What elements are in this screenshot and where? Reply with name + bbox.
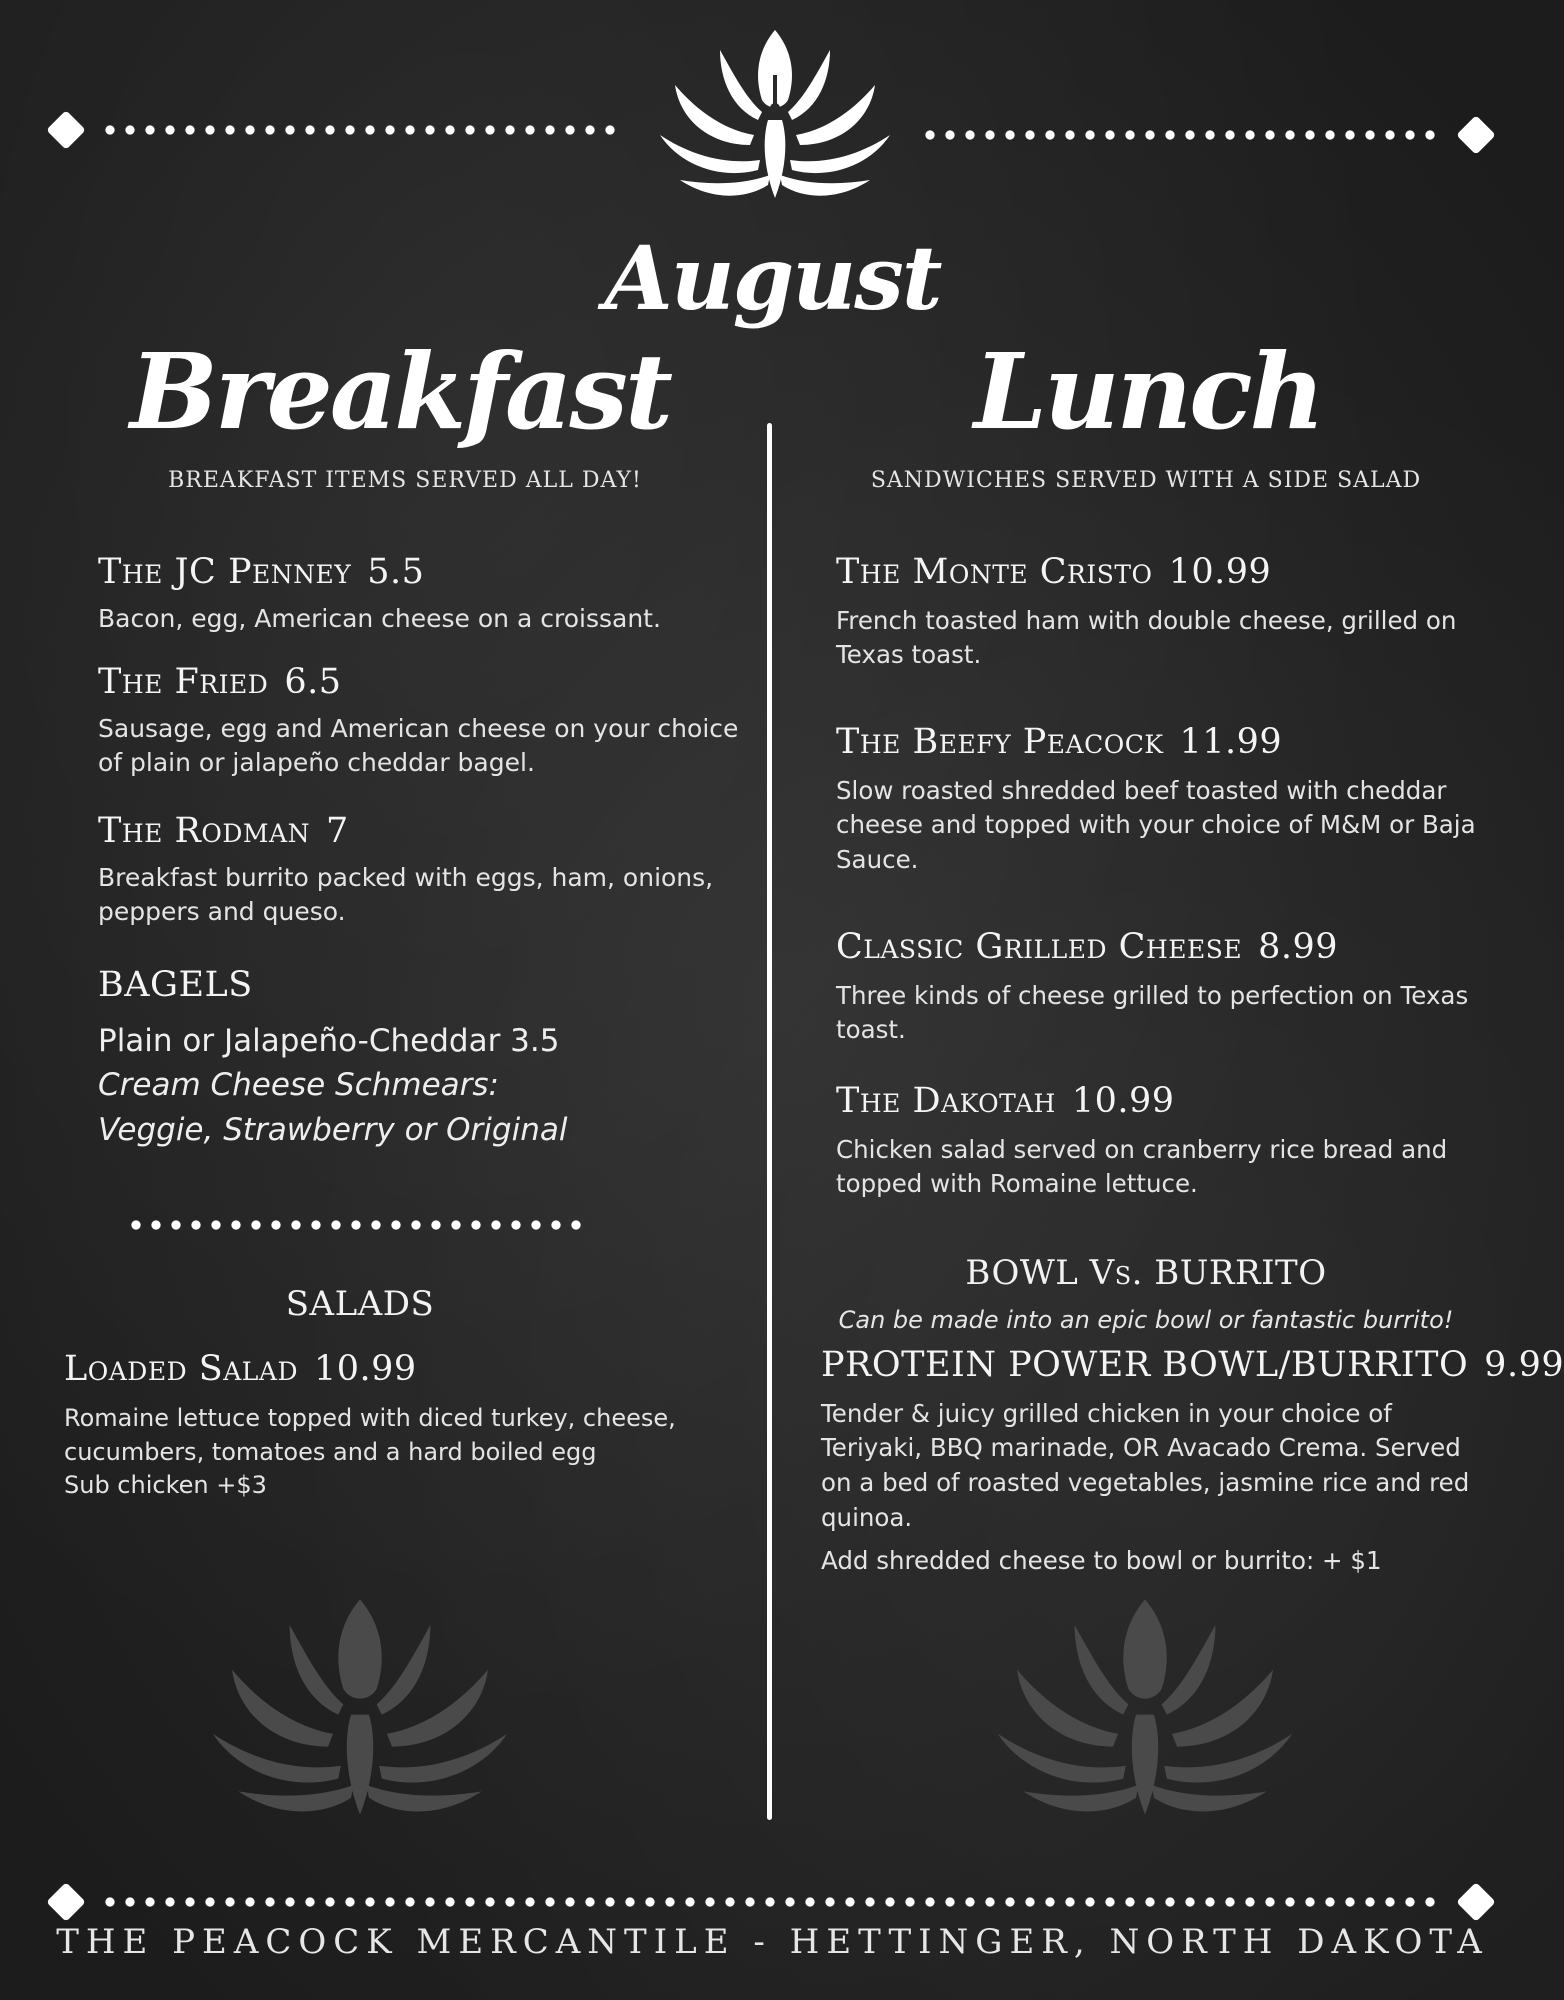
- bagels-line: Plain or Jalapeño-Cheddar 3.5: [98, 1022, 560, 1059]
- peacock-watermark-icon: [985, 1585, 1305, 1825]
- item-price: 6.5: [284, 662, 342, 702]
- menu-item: [98, 812, 758, 930]
- item-name: PROTEIN POWER BOWL/BURRITO: [821, 1345, 1469, 1385]
- item-description: Tender & juicy grilled chicken in your choice of Teriyaki, BBQ marinade, OR Avacado Crema. Served on a bed of roasted vegetables, jasmine rice and red quinoa.: [821, 1398, 1470, 1532]
- footer-business-name: THE PEACOCK MERCANTILE - HETTINGER, NORTH DAKOTA: [56, 1922, 1489, 1962]
- breakfast-title: Breakfast: [129, 330, 671, 453]
- item-name: Classic Grilled Cheese: [836, 927, 1243, 967]
- diamond-ornament-icon: [1456, 115, 1496, 155]
- item-description: Three kinds of cheese grilled to perfection on Texas toast.: [836, 980, 1469, 1045]
- dotted-line-ornament: [100, 125, 620, 135]
- item-name: The Dakotah: [836, 1081, 1056, 1121]
- item-name: The Fried: [98, 662, 269, 702]
- item-description: Breakfast burrito packed with eggs, ham, onions, peppers and queso.: [98, 862, 714, 926]
- item-price: 9.99: [1484, 1345, 1564, 1385]
- dotted-line-ornament: [126, 1220, 586, 1230]
- bagels-heading: BAGELS: [98, 965, 253, 1005]
- item-name: The Monte Cristo: [836, 552, 1153, 592]
- item-price: 10.99: [1071, 1081, 1175, 1121]
- item-extra: Sub chicken +$3: [64, 1470, 267, 1499]
- diamond-ornament-icon: [1456, 1882, 1496, 1922]
- item-name: The Rodman: [98, 811, 310, 851]
- lunch-subtitle: SANDWICHES SERVED WITH A SIDE SALAD: [870, 468, 1422, 493]
- item-price: 8.99: [1258, 927, 1339, 967]
- item-description: French toasted ham with double cheese, grilled on Texas toast.: [836, 605, 1457, 670]
- breakfast-subtitle: BREAKFAST ITEMS SERVED ALL DAY!: [168, 468, 642, 493]
- dotted-line-ornament: [920, 130, 1440, 140]
- item-extra: Add shredded cheese to bowl or burrito: + $1: [821, 1545, 1382, 1575]
- peacock-watermark-icon: [200, 1585, 520, 1825]
- menu-item: [836, 553, 1496, 673]
- item-description: Bacon, egg, American cheese on a croissant.: [98, 603, 661, 633]
- item-description: Romaine lettuce topped with diced turkey, cheese, cucumbers, tomatoes and a hard boiled egg: [64, 1403, 676, 1466]
- menu-item: [836, 1082, 1496, 1202]
- diamond-ornament-icon: [46, 1882, 86, 1922]
- lunch-title: Lunch: [973, 330, 1323, 453]
- item-price: 7: [325, 811, 349, 851]
- bowl-note: Can be made into an epic bowl or fantastic burrito!: [838, 1306, 1454, 1334]
- dotted-line-ornament: [100, 1897, 1445, 1907]
- item-price: 10.99: [314, 1349, 417, 1389]
- peacock-logo-icon: [650, 20, 900, 205]
- item-price: 5.5: [367, 552, 425, 592]
- item-name: The Beefy Peacock: [836, 722, 1164, 762]
- menu-item: [821, 1345, 1564, 1578]
- menu-item: [64, 1350, 724, 1502]
- menu-item: [836, 928, 1496, 1048]
- bagels-section: [98, 966, 758, 1153]
- bagels-line: Veggie, Strawberry or Original: [98, 1112, 568, 1149]
- column-divider: [767, 423, 772, 1820]
- menu-item: [836, 723, 1496, 878]
- item-name: The JC Penney: [98, 552, 352, 592]
- item-price: 10.99: [1168, 552, 1272, 592]
- bowl-heading: BOWL Vs. BURRITO: [965, 1253, 1327, 1293]
- item-description: Slow roasted shredded beef toasted with cheddar cheese and topped with your choice of M&M or Baja Sauce.: [836, 775, 1476, 875]
- item-price: 11.99: [1179, 722, 1283, 762]
- item-description: Chicken salad served on cranberry rice bread and topped with Romaine lettuce.: [836, 1134, 1448, 1199]
- bagels-line: Cream Cheese Schmears:: [98, 1067, 500, 1104]
- diamond-ornament-icon: [46, 110, 86, 150]
- menu-item: [98, 553, 758, 636]
- item-name: Loaded Salad: [64, 1349, 298, 1389]
- salads-heading: SALADS: [285, 1284, 435, 1324]
- menu-item: [98, 663, 758, 781]
- item-description: Sausage, egg and American cheese on your choice of plain or jalapeño cheddar bagel.: [98, 713, 739, 777]
- menu-month-title: August: [604, 226, 941, 330]
